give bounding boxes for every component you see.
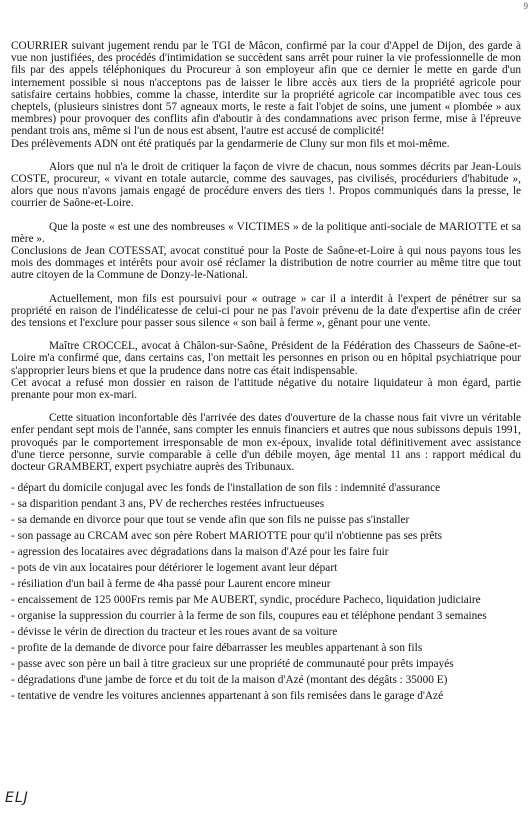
paragraph-courrier: COURRIER suivant jugement rendu par le TGI de Mâcon, confirmé par la cour d'Appel de Dijon, des garde à vue non justifiées, des procédés d'intimidation se succèdent sans arrêt pour ruiner la vie professionnelle de mon fils par des appels téléphoniques du Procureur à son employeur afin que ce dernier le mette en garde d'un internement possible si nous n'acceptons pas de laisser le libre accès aux tiers de la propriété agricole pour satisfaire certains hobbies, comme la chasse, interdite sur la propriété agricole car incompatible avec tous ces cheptels, (plusieurs sinistres dont 57 agneaux morts, le reste a fait l'objet de soins, une jument « plombée » aux membres) pour provoquer des conflits afin d'aboutir à des condamnations avec prison ferme, mise à l'épreuve pendant trois ans, même si l'un de nous est absent, l'autre est accusé de complicité! — [11, 40, 521, 138]
paragraph-poste: Que la poste « est une des nombreuses « VICTIMES » de la politique anti-sociale de MARIOTTE et sa mère ». — [11, 220, 521, 245]
paragraph-procureur: Alors que nul n'a le droit de critiquer la façon de vivre de chacun, nous sommes décrits par Jean-Louis COSTE, procureur, « vivant en totale autarcie, comme des sauvages, pas civilisés, procéduriers d'habitude », alors que nous n'avons jamais engagé de procédure envers des tiers !. Propos communiqués dans la presse, le courrier de Saône-et-Loire. — [11, 160, 521, 210]
list-item: - dégradations d'une jambe de force et du toit de la maison d'Azé (montant des dégâts : 35000 E) — [11, 674, 448, 687]
paragraph-croccel: Maître CROCCEL, avocat à Châlon-sur-Saône, Président de la Fédération des Chasseurs de Saône-et-Loire m'a confirmé que, dans certains cas, l'on mettait les personnes en prison ou en hôpital psychiatrique pour s'approprier leurs biens et que la prudence dans notre cas était indispensable. — [11, 340, 521, 377]
grievance-list — [11, 482, 521, 702]
list-item: - profite de la demande de divorce pour faire débarrasser les meubles appartenant à son fils — [11, 642, 423, 655]
list-item: - sa demande en divorce pour que tout se vende afin que son fils ne puisse pas s'installer — [11, 514, 410, 527]
letter-body — [11, 40, 521, 706]
list-item: - départ du domicile conjugal avec les fonds de l'installation de son fils : indemnité d'assurance — [11, 482, 441, 495]
list-item: - son passage au CRCAM avec son père Robert MARIOTTE pour qu'il n'obtienne pas ses prêts — [11, 530, 443, 543]
paragraph-avocat-refus: Cet avocat a refusé mon dossier en raison de l'attitude négative du notaire liquidateur à mon égard, partie prenante pour mon ex-mari. — [11, 376, 521, 402]
paragraph-adn: Des prélèvements ADN ont été pratiqués par la gendarmerie de Cluny sur mon fils et moi-même. — [11, 137, 450, 150]
list-item: - pots de vin aux locataires pour détériorer le logement avant leur départ — [11, 562, 338, 575]
list-item: - encaissement de 125 000Frs remis par Me AUBERT, syndic, procédure Pacheco, liquidation judiciaire — [11, 594, 481, 607]
paragraph-outrage: Actuellement, mon fils est poursuivi pour « outrage » car il a interdit à l'expert de pénétrer sur sa propriété en raison de l'indélicatesse de celui-ci pour ne pas l'avoir prévenu de la date d'expertise afin de créer des tensions et l'exclure pour passer sous silence « son bail à ferme », gênant pour une vente. — [11, 292, 521, 330]
list-item: - résiliation d'un bail à ferme de 4ha passé pour Laurent encore mineur — [11, 578, 331, 591]
list-item: - agression des locataires avec dégradations dans la maison d'Azé pour les faire fuir — [11, 546, 389, 559]
list-item: - dévisse le vérin de direction du tracteur et les roues avant de sa voiture — [11, 626, 338, 639]
list-item: - tentative de vendre les voitures anciennes appartenant à son fils remisées dans le garage d'Azé — [11, 690, 444, 703]
list-item: - sa disparition pendant 3 ans, PV de recherches restées infructueuses — [11, 498, 325, 511]
paragraph-situation: Cette situation inconfortable dès l'arrivée des dates d'ouverture de la chasse nous fait vivre un véritable enfer pendant sept mois de l'année, sans compter les ennuis financiers et autres que nous subissons depuis 1991, provoqués par le comportement irresponsable de mon ex-époux, invalide total définitivement avec assistance d'une tierce personne, survie comparable à celle d'un débile moyen, âge mental 11 ans : rapport médical du docteur GRAMBERT, expert psychiatre auprès des Tribunaux. — [11, 412, 521, 474]
paragraph-cotessat: Conclusions de Jean COTESSAT, avocat constitué pour la Poste de Saône-et-Loire à qui nous payons tous les mois des dommages et intérêts pour avoir osé réclamer la distribution de notre courrier au même titre que tout autre citoyen de la Commune de Donzy-le-National. — [11, 245, 521, 282]
list-item: - organise la suppression du courrier à la ferme de son fils, coupures eau et téléphone pendant 3 semaines — [11, 610, 487, 623]
page-number: 9 — [523, 1, 528, 11]
handwritten-initials: ELJ — [5, 790, 29, 806]
list-item: - passe avec son père un bail à titre gracieux sur une propriété de communauté pour prêts impayés — [11, 658, 454, 671]
